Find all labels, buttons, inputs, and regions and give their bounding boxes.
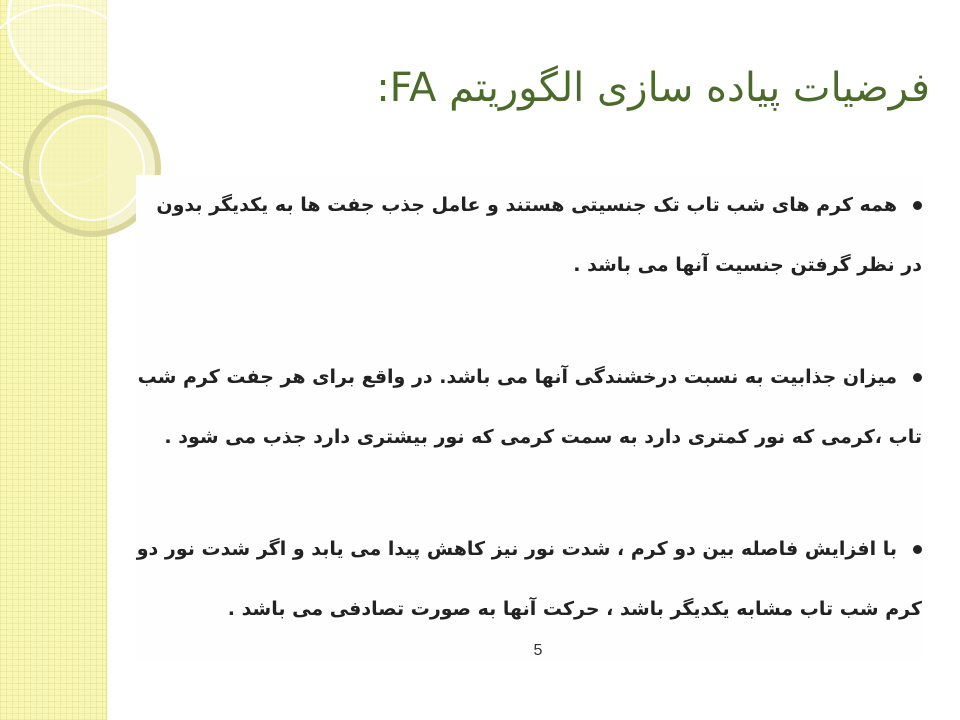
bullet-item [136,519,922,639]
bullet-dot-icon [913,373,922,382]
bullet-item [136,347,922,467]
page-number: 5 [533,642,543,659]
bullet-text: همه کرم های شب تاب تک جنسیتی هستند و عامل جذب جفت ها به یکدیگر بدون در نظر گرفتن جنسیت آنها می باشد . [156,194,922,276]
bullet-text: میزان جذابیت به نسبت درخشندگی آنها می باشد. در واقع برای هر جفت کرم شب تاب ،کرمی که نور کمتری دارد به سمت کرمی که نور بیشتری دارد جذب می شود . [137,366,922,448]
bullet-text: با افزایش فاصله بین دو کرم ، شدت نور نیز کاهش پیدا می یابد و اگر شدت نور دو کرم شب تاب مشابه یکدیگر باشد ، حرکت آنها به صورت تصادفی می باشد . [136,538,922,620]
bullet-list [136,175,922,660]
bullet-dot-icon [913,545,922,554]
bullet-item [136,175,922,295]
bullet-dot-icon [913,201,922,210]
slide-title: فرضیات پیاده سازی الگوریتم FA: [376,65,930,111]
